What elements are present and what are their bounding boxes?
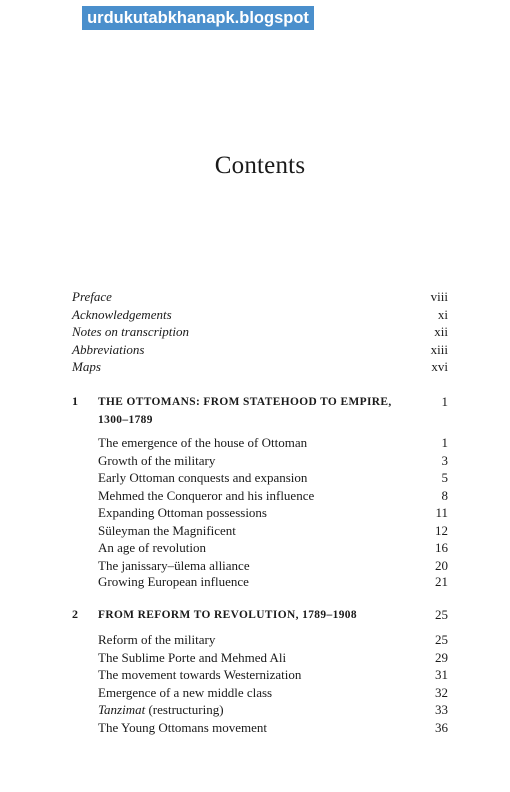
toc-section-page: 3 — [441, 452, 448, 468]
toc-section — [98, 522, 448, 539]
chapter-heading-2 — [72, 606, 448, 624]
toc-entry-page: viii — [430, 289, 448, 304]
toc-section — [98, 701, 448, 718]
toc-entry-label: Acknowledgements — [72, 306, 172, 322]
toc-section-label: Mehmed the Conqueror and his influence — [98, 487, 315, 503]
toc-section-page: 32 — [435, 684, 448, 700]
toc-section — [98, 557, 448, 574]
toc-section-label: The janissary–ülema alliance — [98, 557, 250, 573]
toc-section-label: Growing European influence — [98, 574, 249, 589]
toc-section-page: 11 — [435, 505, 448, 520]
chapter-title-line: FROM REFORM TO REVOLUTION, 1789–1908 — [98, 609, 357, 621]
toc-section — [98, 434, 448, 451]
toc-entry-label: Preface — [72, 289, 112, 304]
toc-entry-label: Maps — [72, 359, 101, 374]
chapter-title — [98, 393, 398, 429]
toc-section-label: Growth of the military — [98, 452, 216, 468]
chapter-title-line: THE OTTOMANS: FROM STATEHOOD TO EMPIRE, — [98, 396, 392, 408]
toc-section-page: 25 — [435, 632, 448, 647]
toc-section-label: The Young Ottomans movement — [98, 719, 267, 735]
toc-section-label-italic: Tanzimat — [98, 702, 146, 717]
toc-section-page: 12 — [435, 522, 448, 538]
toc-entry-notes-on-transcription — [72, 323, 448, 340]
toc-section — [98, 504, 448, 521]
toc-section — [98, 684, 448, 701]
toc-section — [98, 573, 448, 590]
toc-entry-page: xvi — [431, 359, 448, 374]
toc-entry-page: xi — [437, 306, 448, 322]
toc-section-page: 8 — [441, 487, 448, 503]
chapter-title — [98, 606, 398, 624]
toc-section — [98, 539, 448, 556]
toc-section-label: (restructuring) — [145, 702, 224, 717]
toc-section-label: The emergence of the house of Ottoman — [98, 435, 308, 450]
toc-section — [98, 469, 448, 486]
chapter-title-line: 1300–1789 — [98, 414, 153, 426]
toc-section-label: The movement towards Westernization — [98, 667, 302, 682]
toc-section-page: 16 — [435, 540, 448, 555]
toc-section — [98, 452, 448, 469]
toc-section-page: 5 — [441, 470, 448, 485]
toc-section-label: Emergence of a new middle class — [98, 684, 273, 700]
toc-section — [98, 666, 448, 683]
toc-entry-abbreviations — [72, 341, 448, 358]
toc-entry-page: xiii — [430, 341, 448, 357]
chapter-number: 2 — [72, 607, 78, 621]
toc-section — [98, 719, 448, 736]
toc-entry-maps — [72, 358, 448, 375]
page-title: Contents — [214, 152, 306, 179]
toc-section-label: The Sublime Porte and Mehmed Ali — [98, 649, 287, 665]
toc-entry-acknowledgements — [72, 306, 448, 323]
blog-watermark-banner: urdukutabkhanapk.blogspot — [82, 6, 314, 30]
toc-section-label: Süleyman the Magnificent — [98, 522, 236, 538]
toc-section-page: 31 — [435, 667, 448, 682]
toc-entry-page: xii — [434, 324, 448, 339]
toc-entry-label: Notes on transcription — [72, 324, 190, 339]
toc-section-page: 33 — [435, 702, 448, 717]
toc-section-page: 36 — [435, 719, 448, 735]
toc-section-page: 20 — [435, 557, 448, 573]
toc-section-label: An age of revolution — [98, 540, 206, 555]
toc-section-label: Reform of the military — [98, 632, 216, 647]
toc-entry-label: Abbreviations — [72, 341, 145, 357]
chapter-heading-1 — [72, 393, 448, 429]
chapter-number: 1 — [72, 394, 78, 408]
toc-section-page: 29 — [435, 649, 448, 665]
toc-section — [98, 649, 448, 666]
toc-section — [98, 631, 448, 648]
toc-section — [98, 487, 448, 504]
toc-section-label: Early Ottoman conquests and expansion — [98, 470, 308, 485]
chapter-page: 25 — [435, 607, 448, 622]
toc-entry-preface — [72, 288, 448, 305]
toc-section-page: 21 — [435, 574, 448, 589]
chapter-page: 1 — [441, 394, 448, 409]
toc-section-label: Expanding Ottoman possessions — [98, 505, 267, 520]
toc-section-page: 1 — [441, 435, 448, 450]
